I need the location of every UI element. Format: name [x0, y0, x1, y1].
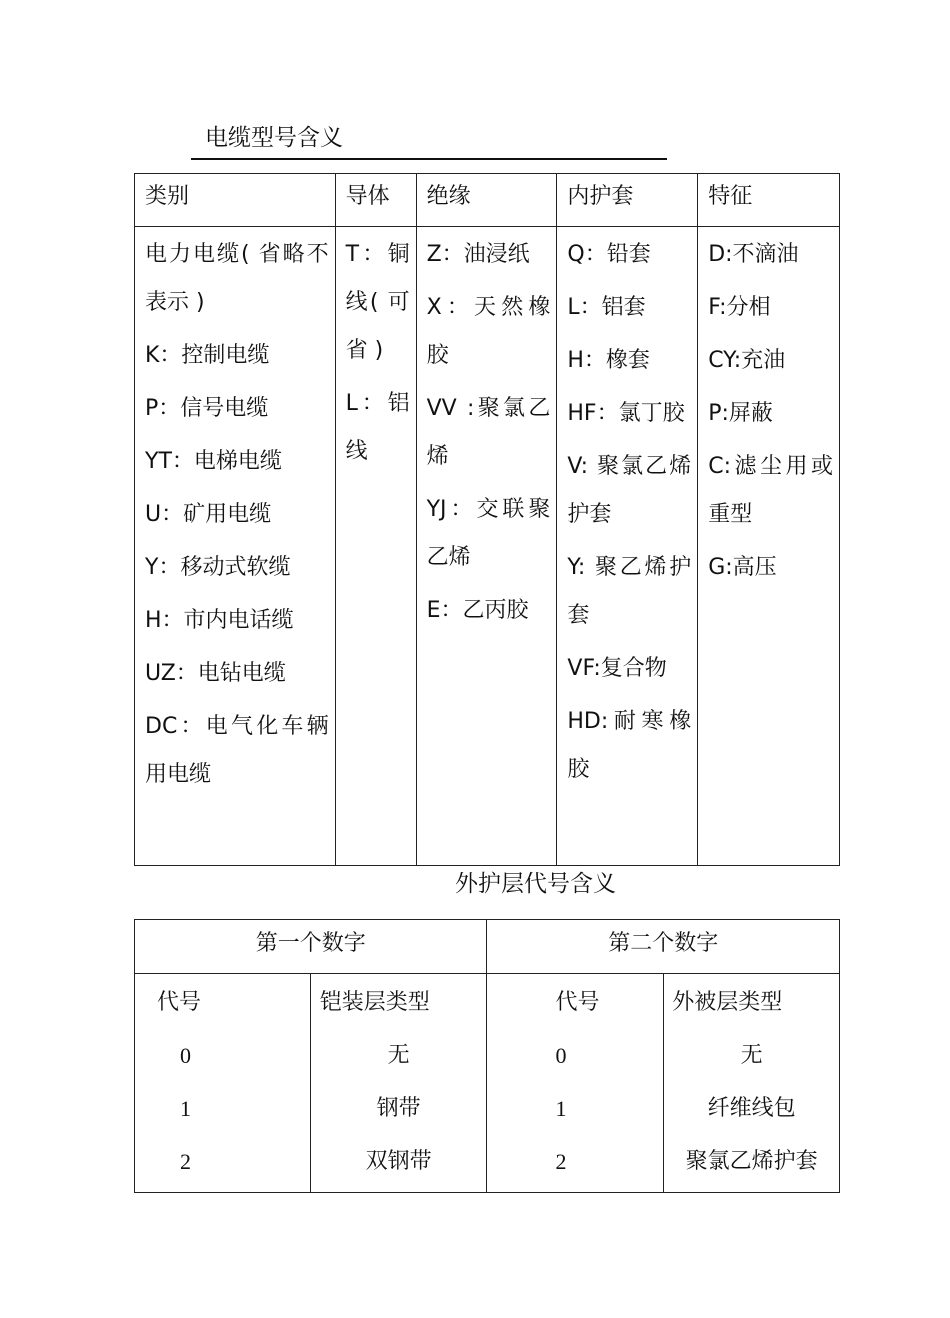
first-digit-header: 第一个数字 [135, 920, 487, 974]
list-item: HF：氯丁胶 [567, 401, 685, 426]
list-item: HD:耐寒橡胶 [567, 709, 692, 782]
outer-cell [664, 974, 840, 1193]
table-body-row [135, 227, 840, 866]
table-header-row [135, 174, 840, 227]
feature-cell [698, 227, 840, 866]
list-item: K：控制电缆 [145, 343, 270, 368]
header-insulation: 绝缘 [416, 174, 557, 227]
list-item: UZ：电钻电缆 [145, 661, 286, 686]
list-item: L：铝套 [567, 295, 646, 320]
title-underline [191, 158, 667, 160]
list-item: T：铜线( 可省 ) [345, 242, 410, 363]
list-item: H：市内电话缆 [145, 608, 294, 633]
code-value: 2 [555, 1149, 567, 1174]
outer-label: 外被层类型 [672, 990, 783, 1015]
code2-label: 代号 [555, 990, 600, 1015]
code2-cell [487, 974, 664, 1193]
list-item: P：信号电缆 [145, 396, 269, 421]
list-item: Z：油浸纸 [426, 242, 530, 267]
list-item: Y: 聚乙烯护套 [567, 555, 692, 628]
cable-model-table [134, 173, 840, 866]
armor-type: 无 [387, 1043, 410, 1068]
armor-type: 钢带 [376, 1096, 421, 1121]
outer-type: 纤维线包 [707, 1096, 796, 1121]
armor-type: 双钢带 [365, 1149, 432, 1174]
category-cell [135, 227, 336, 866]
list-item: D:不滴油 [708, 242, 799, 267]
list-item: G:高压 [708, 555, 777, 580]
header-feature: 特征 [698, 174, 840, 227]
outer-sheath-table [134, 919, 840, 1193]
conductor-cell [335, 227, 416, 866]
inner-sheath-cell [557, 227, 698, 866]
list-item: F:分相 [708, 295, 771, 320]
list-item: V: 聚氯乙烯护套 [567, 454, 692, 527]
header-conductor: 导体 [335, 174, 416, 227]
code-value: 0 [555, 1043, 567, 1068]
code-value: 1 [180, 1096, 191, 1121]
list-item: E：乙丙胶 [426, 598, 529, 623]
group-header-row [135, 920, 840, 974]
code-value: 2 [180, 1149, 191, 1174]
code1-cell [135, 974, 311, 1193]
list-item: H：橡套 [567, 348, 650, 373]
outer-type: 聚氯乙烯护套 [685, 1149, 818, 1174]
code-value: 1 [555, 1096, 567, 1121]
list-item: DC：电气化车辆用电缆 [145, 714, 329, 787]
armor-cell [310, 974, 487, 1193]
list-item: L：铝线 [345, 391, 410, 464]
header-inner-sheath: 内护套 [557, 174, 698, 227]
list-item: 电力电缆( 省略不表示 ) [145, 242, 329, 315]
list-item: Y：移动式软缆 [145, 555, 291, 580]
list-item: Q：铅套 [567, 242, 651, 267]
outer-type: 无 [740, 1043, 763, 1068]
list-item: VF:复合物 [567, 656, 667, 681]
list-item: VV :聚氯乙烯 [426, 396, 551, 469]
list-item: YJ：交联聚乙烯 [426, 497, 551, 570]
list-item: YT：电梯电缆 [145, 449, 282, 474]
armor-label: 铠装层类型 [319, 990, 430, 1015]
outer-sheath-title: 外护层代号含义 [455, 871, 616, 897]
list-item: P:屏蔽 [708, 401, 773, 426]
cable-model-title: 电缆型号含义 [205, 125, 343, 151]
insulation-cell [416, 227, 557, 866]
header-category: 类别 [135, 174, 336, 227]
list-item: U：矿用电缆 [145, 502, 272, 527]
list-item: C:滤尘用或重型 [708, 454, 833, 527]
list-item: X：天然橡胶 [426, 295, 551, 368]
code-value: 0 [180, 1043, 191, 1068]
outer-sheath-body-row [135, 974, 840, 1193]
second-digit-header: 第二个数字 [487, 920, 840, 974]
code1-label: 代号 [157, 990, 202, 1015]
list-item: CY:充油 [708, 348, 786, 373]
